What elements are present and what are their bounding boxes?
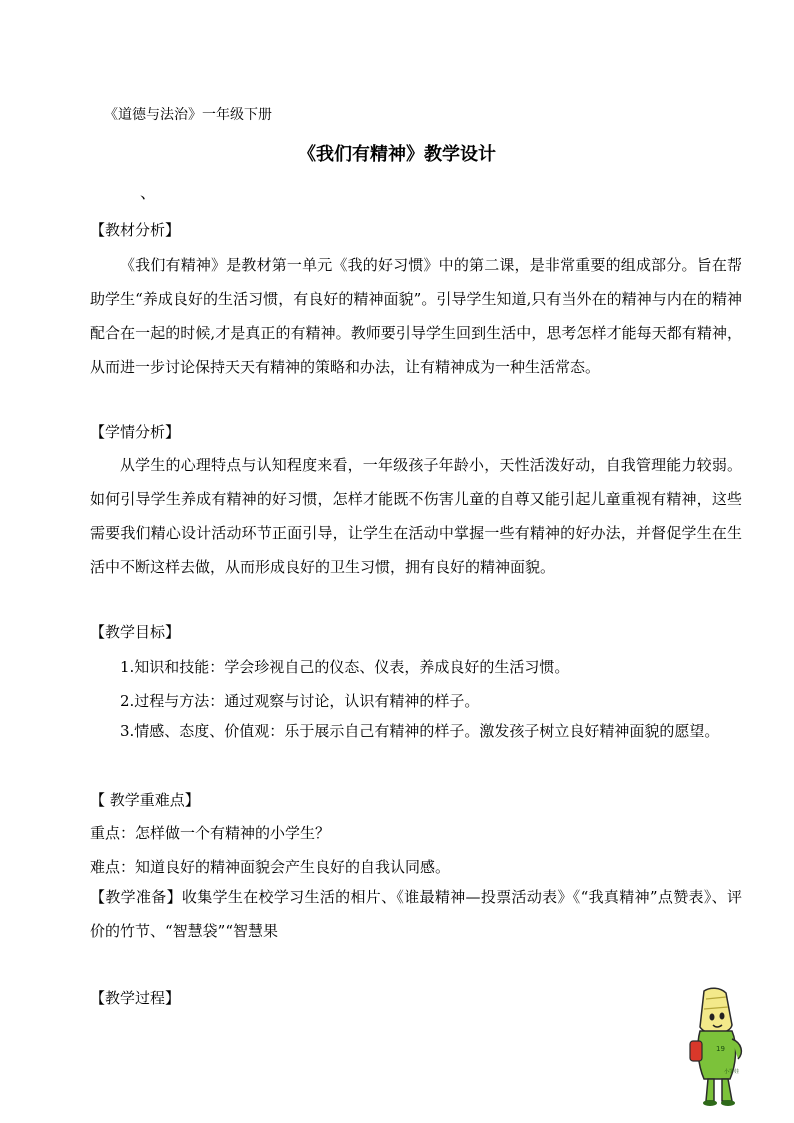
document-title: 《我们有精神》教学设计 xyxy=(298,144,496,165)
objective-item-1: 1.知识和技能：学会珍视自己的仪态、仪表，养成良好的生活习惯。 xyxy=(120,658,570,676)
stray-mark: 、 xyxy=(140,183,157,202)
mascot-number: 19 xyxy=(716,1045,725,1053)
difficulty-line: 难点：知道良好的精神面貌会产生良好的自我认同感。 xyxy=(90,858,451,876)
objective-item-2: 2.过程与方法：通过观察与讨论，认识有精神的样子。 xyxy=(120,692,480,710)
document-header: 《道德与法治》一年级下册 xyxy=(104,107,272,123)
section-heading-materials: 【教材分析】 xyxy=(90,221,181,239)
key-point-line: 重点：怎样做一个有精神的小学生？ xyxy=(90,824,331,842)
bamboo-mascot-icon xyxy=(686,985,750,1111)
section-heading-students: 【学情分析】 xyxy=(90,423,181,441)
section-heading-process: 【教学过程】 xyxy=(90,989,181,1007)
preparation-paragraph: 【教学准备】收集学生在校学习生活的相片、《谁最精神—投票活动表》《“我真精神”点赞表》、评价的竹节、“智慧袋”“智慧果 xyxy=(90,888,742,940)
mascot-label: 小笋娃 xyxy=(724,1069,740,1075)
section-heading-key-points: 【 教学重难点】 xyxy=(90,791,200,809)
student-analysis-paragraph: 从学生的心理特点与认知程度来看，一年级孩子年龄小，天性活泼好动，自我管理能力较弱。如何引导学生养成有精神的好习惯，怎样才能既不伤害儿童的自尊又能引起儿童重视有精神，这些需要我们精心设计活动环节正面引导，让学生在活动中掌握一些有精神的好办法，并督促学生在生活中不断这样去做，从而形成良好的卫生习惯，拥有良好的精神面貌。 xyxy=(90,456,742,576)
mascot-backpack-icon xyxy=(690,1041,702,1061)
section-heading-objectives: 【教学目标】 xyxy=(90,623,181,641)
objective-item-3: 3.情感、态度、价值观：乐于展示自己有精神的样子。激发孩子树立良好精神面貌的愿望。 xyxy=(120,722,720,740)
materials-analysis-paragraph: 《我们有精神》是教材第一单元《我的好习惯》中的第二课，是非常重要的组成部分。旨在帮助学生“养成良好的生活习惯，有良好的精神面貌”。引导学生知道,只有当外在的精神与内在的精神配合在一起的时候,才是真正的有精神。教师要引导学生回到生活中，思考怎样才能每天都有精神，从而进一步讨论保持天天有精神的策略和办法，让有精神成为一种生活常态。 xyxy=(90,256,742,376)
